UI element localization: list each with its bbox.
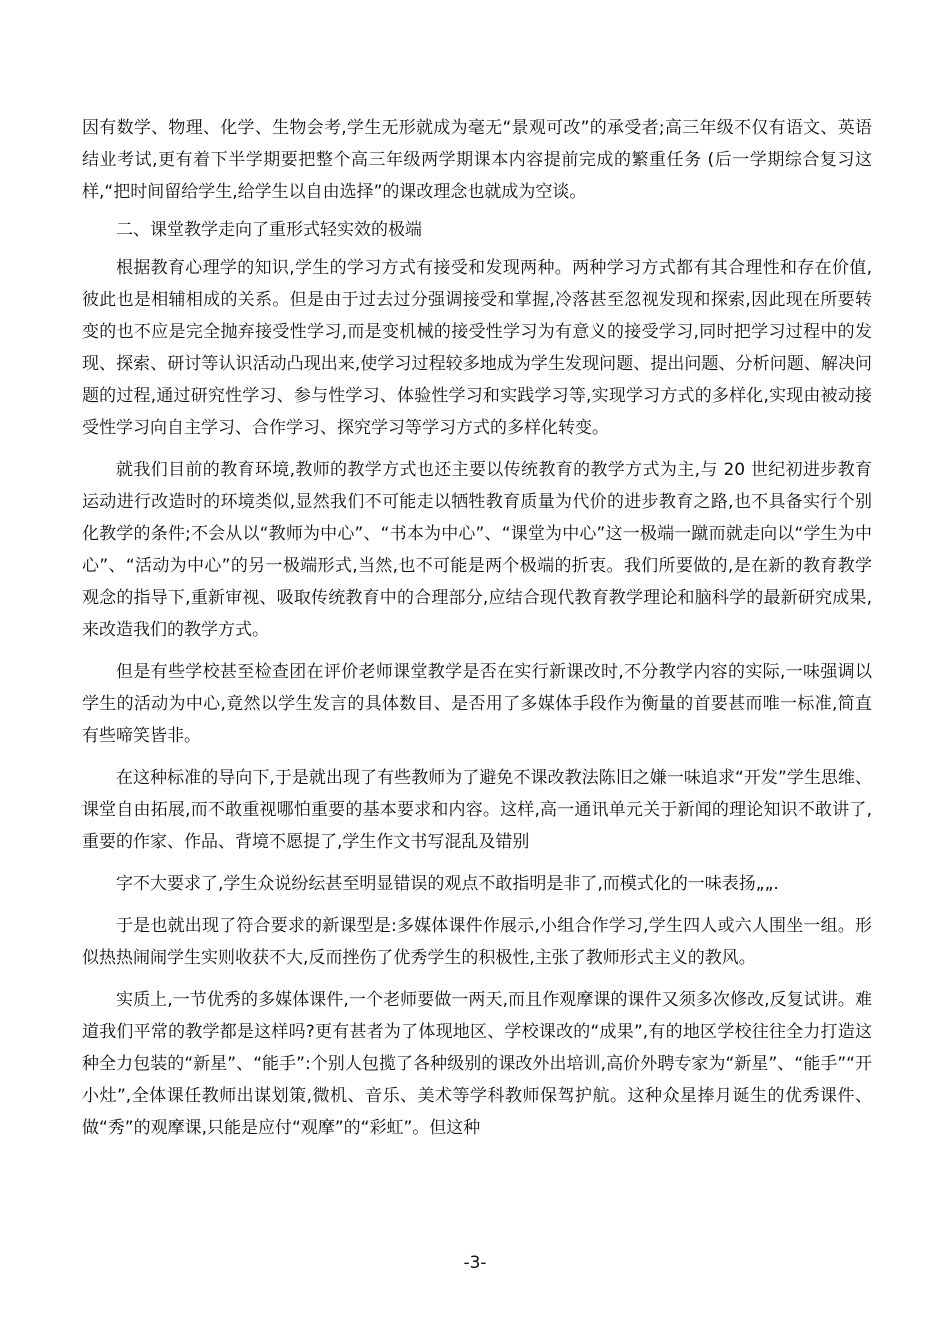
section-heading-2: 二、课堂教学走向了重形式轻实效的极端 xyxy=(116,220,422,240)
paragraph-1: 因有数学、物理、化学、生物会考,学生无形就成为毫无“景观可改”的承受者;高三年级不仅有语文、英语结业考试,更有着下半学期要把整个高三年级两学期课本内容提前完成的繁重任务 (后一学期综合复习这样,“把时间留给学生,给学生以自由选择”的课改理念也就成为空谈。 xyxy=(82,118,872,202)
paragraph-5: 但是有些学校甚至检查团在评价老师课堂教学是否在实行新课改时,不分教学内容的实际,一味强调以学生的活动为中心,竟然以学生发言的具体数目、是否用了多媒体手段作为衡量的首要甚而唯一标准,简直有些啼笑皆非。 xyxy=(82,662,872,746)
paragraph-6: 在这种标准的导向下,于是就出现了有些教师为了避免不课改教法陈旧之嫌一味追求“开发”学生思维、课堂自由拓展,而不敢重视哪怕重要的基本要求和内容。这样,高一通讯单元关于新闻的理论知识不敢讲了,重要的作家、作品、背境不愿提了,学生作文书写混乱及错别 xyxy=(82,768,872,852)
paragraph-3: 根据教育心理学的知识,学生的学习方式有接受和发现两种。两种学习方式都有其合理性和存在价值,彼此也是相辅相成的关系。但是由于过去过分强调接受和掌握,冷落甚至忽视发现和探索,因此现在所要转变的也不应是完全抛弃接受性学习,而是变机械的接受性学习为有意义的接受学习,同时把学习过程中的发现、探索、研讨等认识活动凸现出来,使学习过程较多地成为学生发现问题、提出问题、分析问题、解决问题的过程,通过研究性学习、参与性学习、体验性学习和实践学习等,实现学习方式的多样化,实现由被动接受性学习向自主学习、合作学习、探究学习等学习方式的多样化转变。 xyxy=(82,258,872,438)
paragraph-8: 于是也就出现了符合要求的新课型是:多媒体课件作展示,小组合作学习,学生四人或六人围坐一组。形似热热闹闹学生实则收获不大,反而挫伤了优秀学生的积极性,主张了教师形式主义的教风。 xyxy=(82,916,872,968)
document-body xyxy=(82,112,872,1144)
paragraph-7: 字不大要求了,学生众说纷纭甚至明显错误的观点不敢指明是非了,而模式化的一味表扬„„. xyxy=(116,874,779,894)
paragraph-9: 实质上,一节优秀的多媒体课件,一个老师要做一两天,而且作观摩课的课件又须多次修改,反复试讲。难道我们平常的教学都是这样吗?更有甚者为了体现地区、学校课改的“成果”,有的地区学校往往全力打造这种全力包装的“新星”、“能手”:个别人包揽了各种级别的课改外出培训,高价外聘专家为“新星”、“能手”“开小灶”,全体课任教师出谋划策,微机、音乐、美术等学科教师保驾护航。这种众星捧月诞生的优秀课件、做“秀”的观摩课,只能是应付“观摩”的“彩虹”。但这种 xyxy=(82,990,872,1138)
page-number: -3- xyxy=(463,1253,487,1273)
paragraph-4: 就我们目前的教育环境,教师的教学方式也还主要以传统教育的教学方式为主,与 20 世纪初进步教育运动进行改造时的环境类似,显然我们不可能走以牺牲教育质量为代价的进步教育之路,也不具备实行个别化教学的条件;不会从以“教师为中心”、“书本为中心”、“课堂为中心”这一极端一蹴而就走向以“学生为中心”、“活动为中心”的另一极端形式,当然,也不可能是两个极端的折衷。我们所要做的,是在新的教育教学观念的指导下,重新审视、吸取传统教育中的合理部分,应结合现代教育教学理论和脑科学的最新研究成果,来改造我们的教学方式。 xyxy=(82,460,872,640)
